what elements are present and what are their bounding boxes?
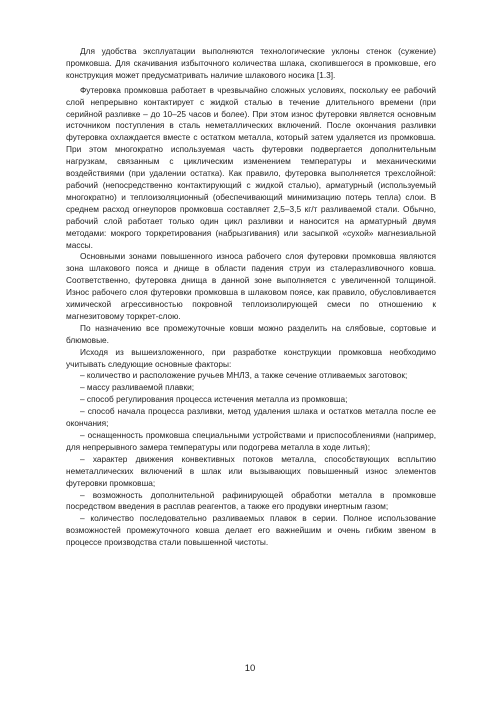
page-number: 10 — [244, 663, 256, 674]
list-item: – массу разливаемой плавки; — [80, 382, 195, 393]
paragraph-1: Для удобства эксплуатации выполняются технологические уклоны стенок (сужение) промковша. Для скачивания избыточного количества шлака, скопившегося в промковше, его конструкция может предусматривать наличие шлакового носика [1.3]. — [66, 46, 436, 80]
paragraph-2: Футеровка промковша работает в чрезвычайно сложных условиях, поскольку ее рабочий слой непрерывно контактирует с жидкой сталью в течение длительного времени (при серийной разливке – до 10–25 часов и более). При этом износ футеровки является основным источником поступления в сталь неметаллических включений. После окончания разливки футеровка охлаждается вместе с остатком металла, который затем удаляется из промковша. При этом многократно используемая часть футеровки подвергается дополнительным нагрузкам, связанным с циклическим изменением температуры и механическими воздействиями (при удалении остатка). Как правило, футеровка выполняется трехслойной: рабочий (непосредственно контактирующий с жидкой сталью), арматурный (используемый многократно) и теплоизоляционный (обеспечивающий минимизацию потерь тепла) слои. В среднем расход огнеупоров промковша составляет 2,5–3,5 кг/т разливаемой стали. Обычно, рабочий слой работает только один цикл разливки и наносится на арматурный двумя методами: мокрого торкретирования (набрызгивания) или засыпкой «сухой» магнезиальной массы. — [66, 84, 436, 250]
paragraph-3: Основными зонами повышенного износа рабочего слоя футеровки промковша являются зона шлакового пояса и днище в области падения струи из сталеразливочного ковша. Соответственно, футеровка днища в данной зоне выполняется с увеличенной толщиной. Износ рабочего слоя футеровки промковша в шлаковом поясе, как правило, обусловливается химической агрессивностью покровной теплоизолирующей смеси по отношению к магнезитовому торкрет-слою. — [66, 251, 436, 321]
list-item: – возможность дополнительной рафинирующей обработки металла в промковше посредством введения в расплав реагентов, а также его продувки инертным газом; — [66, 489, 436, 512]
list-item: – количество последовательно разливаемых плавок в серии. Полное использование возможностей промежуточного ковша делает его важнейшим и очень гибким звеном в процессе производства стали повышенной чистоты. — [66, 513, 436, 548]
body-text — [66, 46, 436, 549]
paragraph-4: По назначению все промежуточные ковши можно разделить на слябовые, сортовые и блюмовые. — [66, 322, 436, 345]
list-item: – характер движения конвективных потоков металла, способствующих всплытию неметаллических включений в шлак или вызывающих повышенный износ элементов футеровки промковша; — [66, 453, 436, 488]
list-item: – количество и расположение ручьев МНЛЗ, а также сечение отливаемых заготовок; — [80, 370, 408, 381]
list-item: – способ начала процесса разливки, метод удаления шлака и остатков металла после ее окончания; — [66, 406, 436, 429]
list-item: – оснащенность промковша специальными устройствами и приспособлениями (например, для непрерывного замера температуры или подогрева металла в ходе литья); — [66, 430, 436, 452]
paragraph-5: Исходя из вышеизложенного, при разработке конструкции промковша необходимо учитывать следующие основные факторы: — [66, 346, 436, 369]
list-item: – способ регулирования процесса истечения металла из промковша; — [80, 394, 348, 405]
